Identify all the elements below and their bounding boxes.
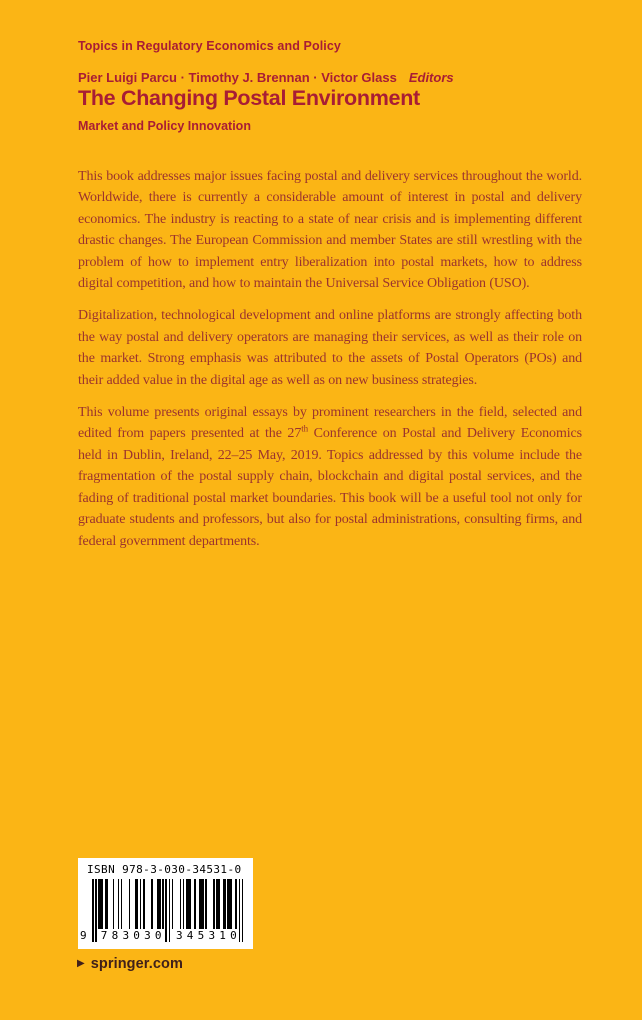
blurb-paragraph-3-text-start: This volume presents original essays by prominent researchers in the field, selected and edited from papers presented at the 27: [78, 405, 582, 442]
arrow-icon: ▶: [77, 958, 85, 969]
blurb-paragraph-1: This book addresses major issues facing postal and delivery services throughout the world. Worldwide, there is currently a considerable amount of interest in postal and delivery economics. The industry is reacting to a state of near crisis and is implementing different drastic changes. The European Commission and member States are still wrestling with the problem of how to implement entry liberalization into postal markets, how to address digital competition, and how to maintain the Universal Service Obligation (USO).: [78, 169, 582, 292]
editors-label: Editors: [408, 70, 454, 85]
ean-barcode: [80, 879, 244, 942]
ean-first-digit: 9: [80, 929, 87, 942]
ordinal-superscript: th: [301, 423, 309, 434]
blurb-paragraph-3: [78, 402, 582, 552]
blurb-paragraph-3-text-end: Conference on Postal and Delivery Economics held in Dublin, Ireland, 22–25 May, 2019. Topics addressed by this volume include the fragmentation of the postal supply chain, blockchain and digital postal services, and the fading of traditional postal market boundaries. This book will be a useful tool not only for graduate students and professors, but also for postal administrations, consulting firms, and federal government departments.: [78, 426, 583, 549]
isbn-barcode-box: [78, 858, 253, 949]
book-subtitle: Market and Policy Innovation: [78, 119, 251, 133]
back-cover-blurb: [78, 166, 582, 563]
blurb-paragraph-2: Digitalization, technological development and online platforms are strongly affecting both the way postal and delivery operators are managing their services, as well as their role on the market. Strong emphasis was attributed to the assets of Postal Operators (POs) and their added value in the digital age as well as on new business strategies.: [78, 308, 582, 388]
series-title: Topics in Regulatory Economics and Policy: [78, 39, 341, 53]
book-title: The Changing Postal Environment: [78, 86, 420, 110]
isbn-label: ISBN 978-3-030-34531-0: [87, 863, 242, 876]
springer-url: springer.com: [90, 956, 183, 972]
ean-digits-group1: 783030: [97, 929, 164, 942]
ean-digits-group2: 345310: [172, 929, 239, 942]
editor-names: Pier Luigi Parcu · Timothy J. Brennan · Victor Glass: [78, 70, 397, 85]
editors-line: [78, 70, 454, 85]
publisher-footer: [77, 956, 183, 972]
